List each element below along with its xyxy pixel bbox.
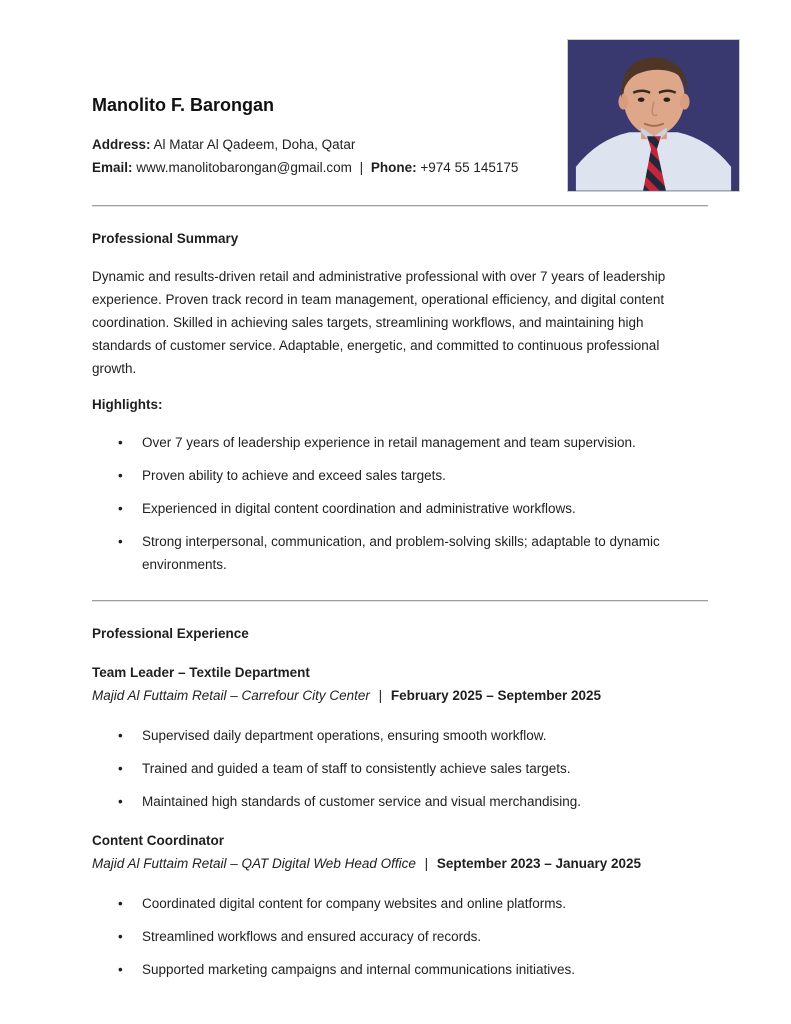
highlights-list (118, 431, 698, 576)
address-line (92, 133, 708, 156)
job-company: Majid Al Futtaim Retail – QAT Digital Web Head Office (92, 856, 416, 871)
list-item: • Over 7 years of leadership experience in retail management and team supervision. (118, 431, 698, 454)
person-name: Manolito F. Barongan (92, 95, 274, 115)
list-item: • Coordinated digital content for company websites and online platforms. (118, 892, 698, 915)
list-item: • Trained and guided a team of staff to consistently achieve sales targets. (118, 757, 698, 780)
job-entry (92, 661, 708, 813)
list-item: • Strong interpersonal, communication, and problem-solving skills; adaptable to dynamic environments. (118, 530, 698, 576)
list-item: • Proven ability to achieve and exceed sales targets. (118, 464, 698, 487)
summary-body: Dynamic and results-driven retail and administrative professional with over 7 years of leadership experience. Proven track record in team management, operational efficiency, and digital content coordination. Skilled in achieving sales targets, streamlining workflows, and maintaining high standards of customer service. Adaptable, energetic, and committed to continuous professional growth. (92, 269, 666, 376)
job-company-line (92, 685, 708, 707)
job-title: Content Coordinator (92, 833, 224, 848)
email-phone-line (92, 156, 708, 179)
job-separator: | (424, 856, 429, 871)
email-label: Email: (92, 160, 133, 175)
list-item: • Streamlined workflows and ensured accuracy of records. (118, 925, 698, 948)
job-duties-list (118, 892, 698, 981)
experience-heading: Professional Experience (92, 626, 249, 641)
highlights-heading: Highlights: (92, 397, 163, 412)
job-company: Majid Al Futtaim Retail – Carrefour City Center (92, 688, 370, 703)
contact-separator: | (359, 160, 364, 175)
address-label: Address: (92, 137, 151, 152)
job-separator: | (378, 688, 383, 703)
job-duties-list (118, 724, 698, 813)
list-item: • Experienced in digital content coordination and administrative workflows. (118, 497, 698, 520)
section-divider (92, 600, 708, 602)
section-divider (92, 205, 708, 207)
phone-label: Phone: (370, 160, 417, 175)
job-entry (92, 829, 708, 981)
list-item: • Maintained high standards of customer service and visual merchandising. (118, 790, 698, 813)
contact-block (92, 133, 708, 179)
phone-value: +974 55 145175 (420, 160, 519, 175)
job-title: Team Leader – Textile Department (92, 665, 310, 680)
address-value: Al Matar Al Qadeem, Doha, Qatar (153, 137, 356, 152)
job-dates: September 2023 – January 2025 (436, 856, 642, 871)
job-dates: February 2025 – September 2025 (390, 688, 602, 703)
summary-heading: Professional Summary (92, 231, 239, 246)
list-item: • Supervised daily department operations, ensuring smooth workflow. (118, 724, 698, 747)
job-company-line (92, 853, 708, 875)
list-item: • Supported marketing campaigns and internal communications initiatives. (118, 958, 698, 981)
email-value: www.manolitobarongan@gmail.com (136, 160, 352, 175)
